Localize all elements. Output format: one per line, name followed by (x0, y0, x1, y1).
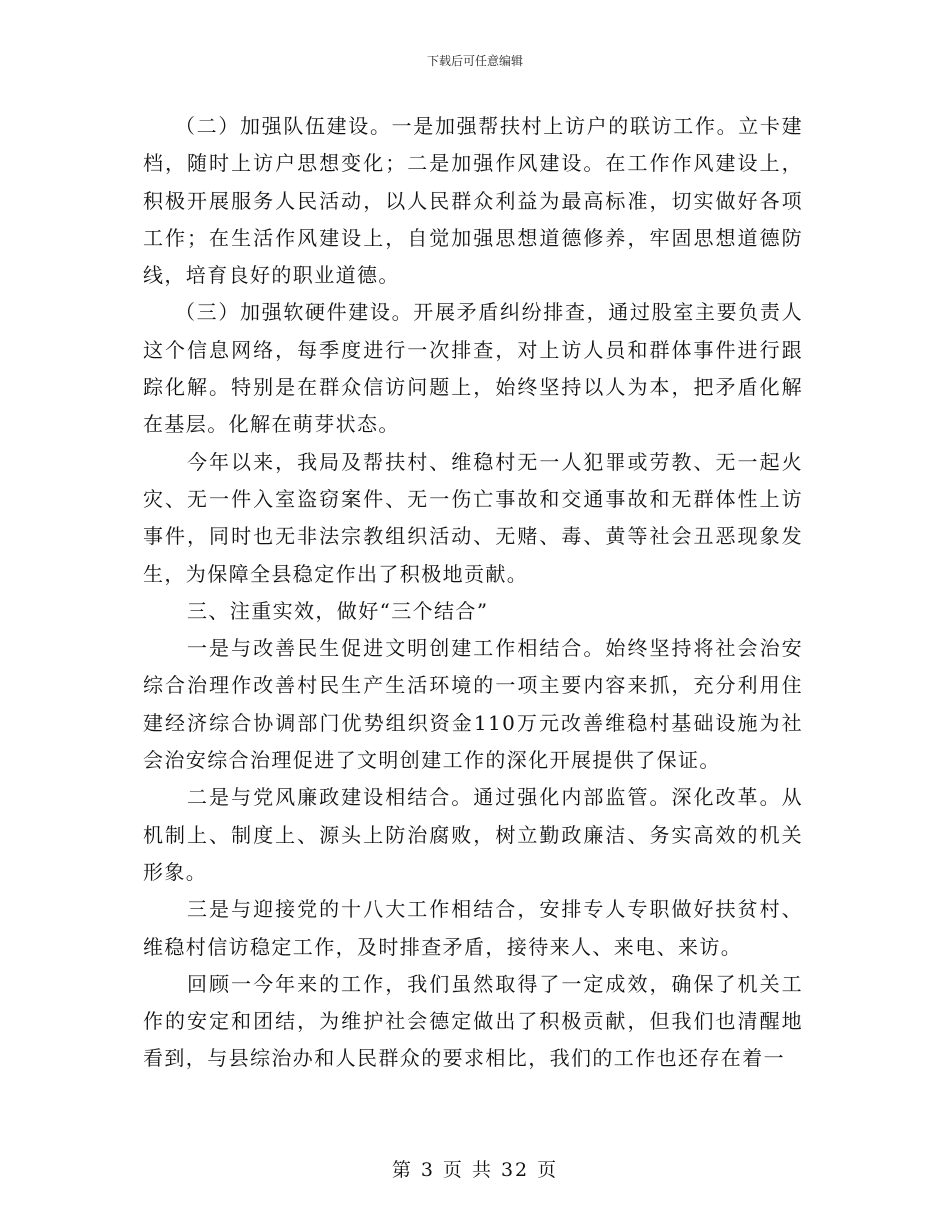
paragraph-results: 今年以来，我局及帮扶村、维稳村无一人犯罪或劳教、无一起火灾、无一件入室盗窃案件、无一伤亡事故和交通事故和无群体性上访事件，同时也无非法宗教组织活动、无赌、毒、黄等社会丑恶现象发生，为保障全县稳定作出了积极地贡献。 (143, 449, 803, 586)
current-page-number: 3 (420, 1159, 435, 1181)
page-header-note: 下载后可任意编辑 (426, 54, 523, 68)
page-footer (0, 1158, 950, 1182)
paragraph-combination-one: 一是与改善民生促进文明创建工作相结合。始终坚持将社会治安综合治理作改善村民生产生活环境的一项主要内容来抓，充分利用住建经济综合协调部门优势组织资金110万元改善维稳村基础设施为社会治安综合治理促进了文明创建工作的深化开展提供了保证。 (143, 636, 803, 773)
section-heading-three-combinations: 三、注重实效，做好“三个结合” (187, 598, 489, 623)
document-body (143, 108, 803, 1078)
footer-suffix: 页 (537, 1159, 559, 1181)
paragraph-combination-two: 二是与党风廉政建设相结合。通过强化内部监管。深化改革。从机制上、制度上、源头上防治腐败，树立勤政廉洁、务实高效的机关形象。 (143, 785, 803, 884)
footer-middle: 页 共 (442, 1159, 493, 1181)
paragraph-infrastructure: （三）加强软硬件建设。开展矛盾纠纷排查，通过股室主要负责人这个信息网络，每季度进行一次排查，对上访人员和群体事件进行跟踪化解。特别是在群众信访问题上，始终坚持以人为本，把矛盾化解在基层。化解在萌芽状态。 (143, 300, 803, 437)
footer-prefix: 第 (391, 1159, 413, 1181)
paragraph-combination-three: 三是与迎接党的十八大工作相结合，安排专人专职做好扶贫村、维稳村信访稳定工作，及时排查矛盾，接待来人、来电、来访。 (143, 897, 803, 959)
paragraph-team-building: （二）加强队伍建设。一是加强帮扶村上访户的联访工作。立卡建档，随时上访户思想变化；二是加强作风建设。在工作作风建设上，积极开展服务人民活动，以人民群众利益为最高标准，切实做好各项工作；在生活作风建设上，自觉加强思想道德修养，牢固思想道德防线，培育良好的职业道德。 (143, 114, 803, 288)
paragraph-review: 回顾一今年来的工作，我们虽然取得了一定成效，确保了机关工作的安定和团结，为维护社会德定做出了积极贡献，但我们也清醒地看到，与县综治办和人民群众的要求相比，我们的工作也还存在着一 (143, 971, 803, 1071)
total-page-count: 32 (500, 1159, 530, 1181)
